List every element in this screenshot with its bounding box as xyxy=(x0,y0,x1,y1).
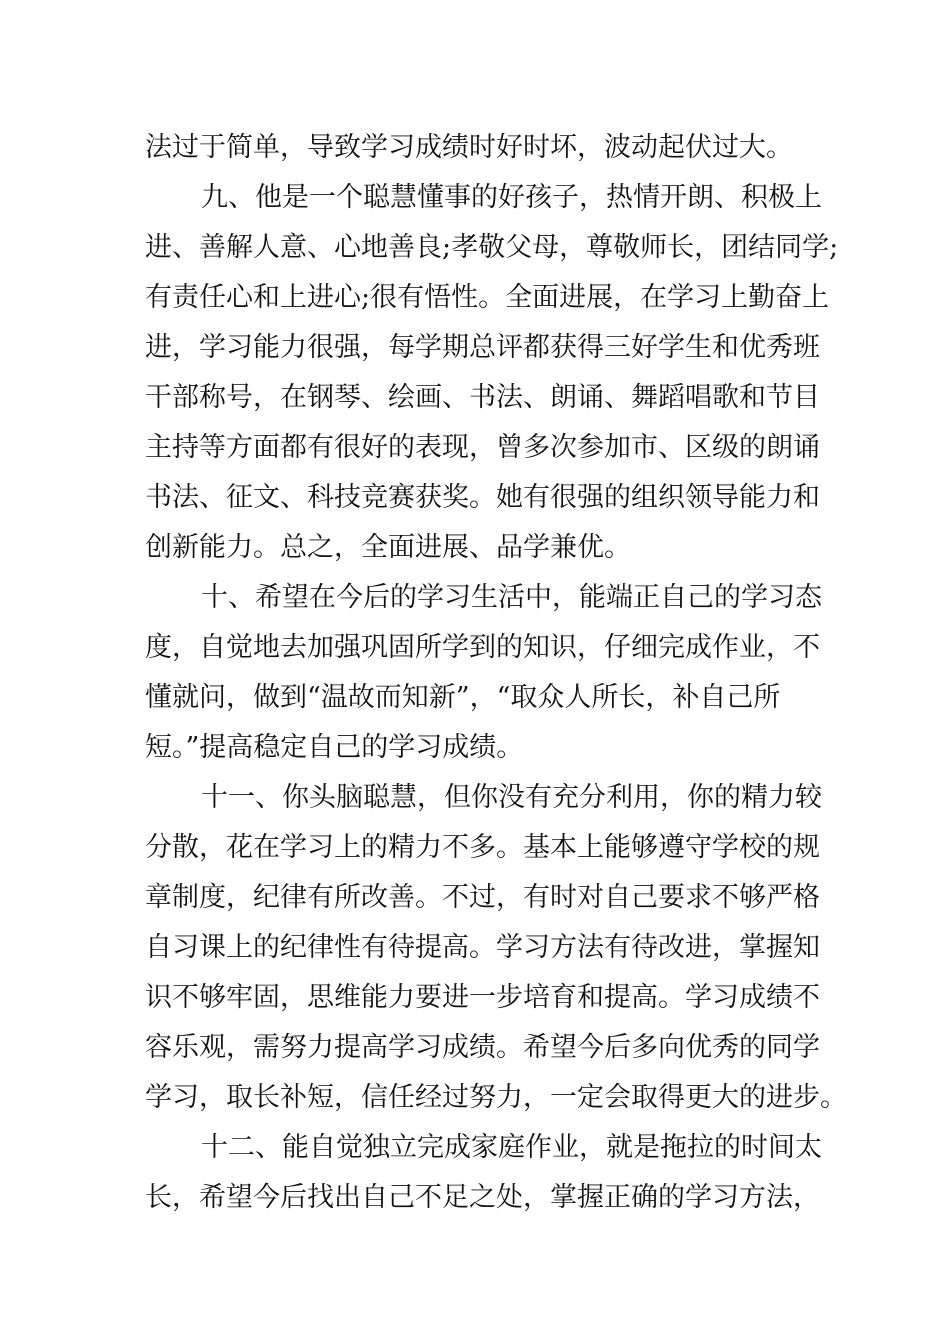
text-line: 十、希望在今后的学习生活中，能端正自己的学习态 xyxy=(201,582,822,613)
text-line: 识不够牢固，思维能力要进一步培育和提高。学习成绩不 xyxy=(145,982,820,1013)
text-line: 有责任心和上进心;很有悟性。全面进展，在学习上勤奋上 xyxy=(145,282,830,313)
text-line: 学习，取长补短，信任经过努力，一定会取得更大的进步。 xyxy=(145,1082,847,1113)
text-line: 进，学习能力很强，每学期总评都获得三好学生和优秀班 xyxy=(145,332,820,363)
text-line: 容乐观，需努力提高学习成绩。希望今后多向优秀的同学 xyxy=(145,1032,820,1063)
text-line: 章制度，纪律有所改善。不过，有时对自己要求不够严格 xyxy=(145,882,820,913)
text-line: 十二、能自觉独立完成家庭作业，就是拖拉的时间太 xyxy=(201,1132,822,1163)
text-line: 自习课上的纪律性有待提高。学习方法有待改进，掌握知 xyxy=(145,932,820,963)
text-line: 短。”提高稳定自己的学习成绩。 xyxy=(145,732,524,763)
text-line: 书法、征文、科技竞赛获奖。她有很强的组织领导能力和 xyxy=(145,482,820,513)
text-line: 长，希望今后找出自己不足之处，掌握正确的学习方法， xyxy=(145,1182,820,1213)
text-line: 主持等方面都有很好的表现，曾多次参加市、区级的朗诵 xyxy=(145,432,820,463)
text-line: 进、善解人意、心地善良;孝敬父母，尊敬师长，团结同学; xyxy=(145,232,839,263)
text-line: 创新能力。总之，全面进展、品学兼优。 xyxy=(145,532,631,563)
text-line: 懂就问，做到“温故而知新”，“取众人所长，补自己所 xyxy=(145,682,781,713)
text-line: 法过于简单，导致学习成绩时好时坏，波动起伏过大。 xyxy=(145,132,793,163)
text-line: 九、他是一个聪慧懂事的好孩子，热情开朗、积极上 xyxy=(201,182,822,213)
text-line: 度，自觉地去加强巩固所学到的知识，仔细完成作业，不 xyxy=(145,632,820,663)
text-line: 十一、你头脑聪慧，但你没有充分利用，你的精力较 xyxy=(201,782,822,813)
text-line: 干部称号，在钢琴、绘画、书法、朗诵、舞蹈唱歌和节目 xyxy=(145,382,820,413)
text-line: 分散，花在学习上的精力不多。基本上能够遵守学校的规 xyxy=(145,832,820,863)
